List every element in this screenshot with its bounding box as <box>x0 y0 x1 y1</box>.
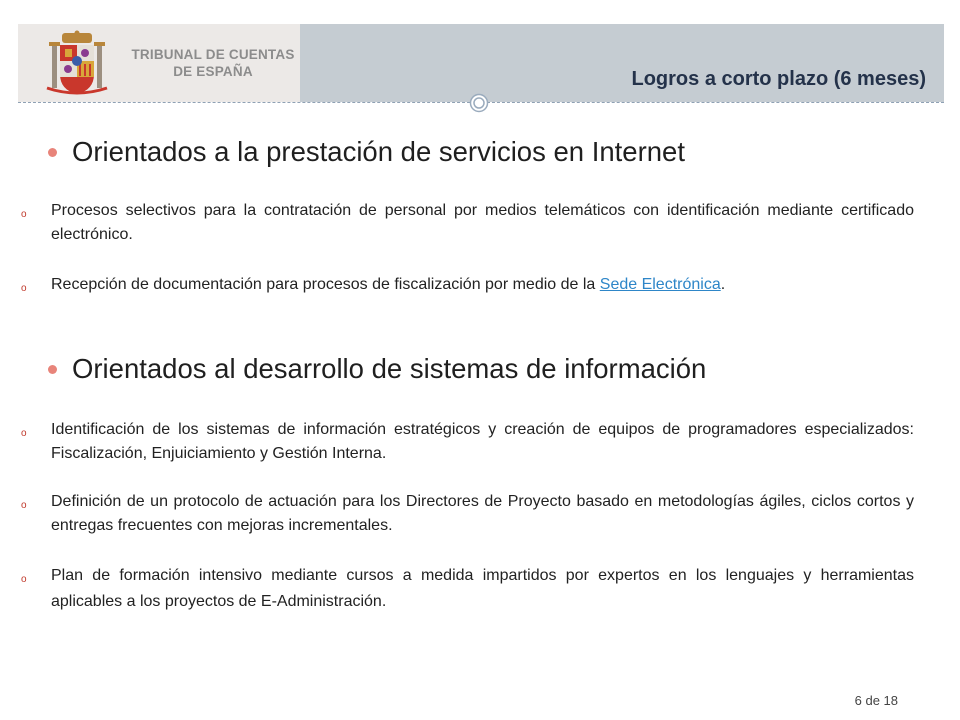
list-item-text-with-link <box>51 272 914 298</box>
slide-title: Logros a corto plazo (6 meses) <box>631 68 926 90</box>
sub-bullet-icon: o <box>21 428 27 439</box>
sub-bullet-icon: o <box>21 283 27 294</box>
organization-name-line1: TRIBUNAL DE CUENTAS <box>131 47 295 62</box>
list-item <box>21 418 914 466</box>
list-item-text: Recepción de documentación para procesos de fiscalización por medio de la <box>51 276 600 293</box>
section-heading-text: Orientados a la prestación de servicios en Internet <box>72 136 685 167</box>
list-item <box>21 563 914 615</box>
list-item-text: Definición de un protocolo de actuación para los Directores de Proyecto basado en metodologías ágiles, ciclos cortos y entregas frecuentes con mejoras incrementales. <box>51 493 914 534</box>
section-heading <box>48 135 928 169</box>
bullet-dot-icon <box>48 365 57 374</box>
sub-bullet-icon: o <box>21 500 27 511</box>
list-item <box>21 199 914 247</box>
organization-name-line2: DE ESPAÑA <box>173 64 253 79</box>
sub-bullet-icon: o <box>21 209 27 220</box>
sub-bullet-icon: o <box>21 574 27 585</box>
bullet-dot-icon <box>48 148 57 157</box>
list-item-text: Procesos selectivos para la contratación de personal por medios telemáticos con identificación mediante certificado electrónico. <box>51 202 914 243</box>
list-item-text: Identificación de los sistemas de información estratégicos y creación de equipos de programadores especializados: Fiscalización, Enjuiciamiento y Gestión Interna. <box>51 421 914 462</box>
section-information-systems <box>48 352 928 386</box>
list-item <box>21 272 914 298</box>
list-item-text-end: . <box>720 276 726 293</box>
page-number: 6 de 18 <box>854 693 898 708</box>
section-heading <box>48 352 928 386</box>
list-item <box>21 490 914 538</box>
sede-electronica-link[interactable]: Sede Electrónica <box>599 276 721 293</box>
section-heading-text: Orientados al desarrollo de sistemas de información <box>72 353 707 384</box>
list-item-text: Plan de formación intensivo mediante cursos a medida impartidos por expertos en los lenguajes y herramientas aplicables a los proyectos de E-Administración. <box>51 567 914 610</box>
section-internet-services <box>48 135 928 169</box>
